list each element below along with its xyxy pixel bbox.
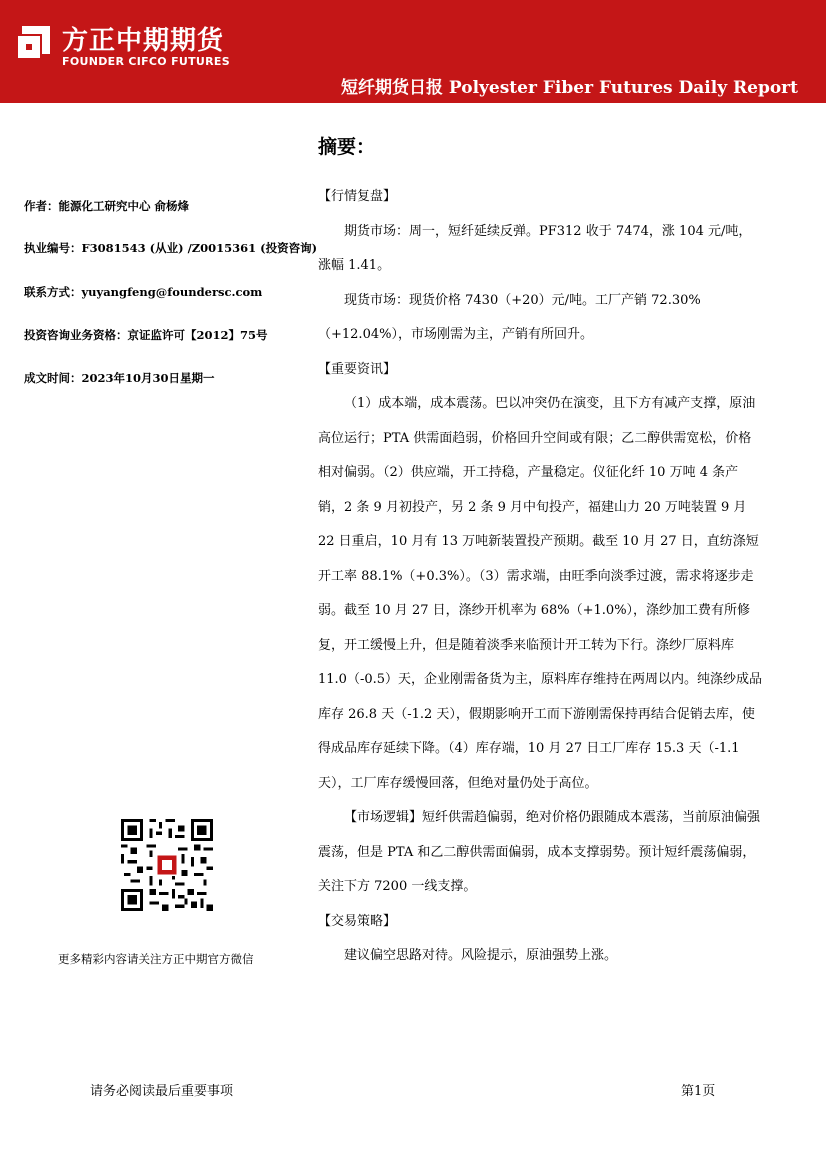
publish-date: 成文时间：2023年10月30日星期一: [24, 371, 215, 385]
market-logic-paragraph: [318, 801, 762, 905]
report-title: 短纤期货日报 Polyester Fiber Futures Daily Report: [340, 78, 798, 98]
qualification-info: 投资咨询业务资格：京证监许可【2012】75号: [24, 328, 268, 342]
strategy-heading: 【交易策略】: [318, 913, 397, 929]
news-heading: 【重要资讯】: [318, 361, 397, 377]
futures-market-text: 期货市场：周一，短纤延续反弹。PF312 收于 7474，涨 104 元/吨，涨幅 1.41。: [318, 223, 752, 273]
spot-market-text: 现货市场：现货价格 7430（+20）元/吨。工厂产销 72.30%（+12.04%），市场刚需为主，产销有所回升。: [318, 292, 701, 342]
logic-heading: 【市场逻辑】: [344, 810, 423, 825]
license-number: 执业编号：F3081543 (从业) /Z0015361 (投资咨询): [24, 241, 318, 255]
strategy-body-text: 建议偏空思路对待。风险提示，原油强势上涨。: [344, 948, 618, 963]
page-number: 第1页: [681, 1084, 716, 1099]
summary-title: 摘要：: [318, 136, 376, 158]
author-info: 作者：能源化工研究中心 俞杨烽: [24, 199, 190, 213]
qr-caption: 更多精彩内容请关注方正中期官方微信: [58, 952, 254, 966]
qr-code-icon: [121, 819, 213, 911]
footer-notice: 请务必阅读最后重要事项: [90, 1084, 234, 1099]
contact-email: 联系方式：yuyangfeng@foundersc.com: [24, 285, 263, 299]
market-review-heading: 【行情复盘】: [318, 189, 397, 204]
report-body: [318, 180, 762, 974]
report-header: [0, 0, 826, 103]
logo-chinese-name: 方正中期期货: [62, 26, 225, 56]
logo-english-name: FOUNDER CIFCO FUTURES: [62, 55, 230, 68]
logic-body-text: 短纤供需趋偏弱，绝对价格仍跟随成本震荡，当前原油偏强震荡，但是 PTA 和乙二醇供需面偏弱，成本支撑弱势。预计短纤震荡偏弱，关注下方 7200 一线支撑。: [318, 810, 761, 894]
founder-logo-icon: [14, 22, 54, 62]
news-body-text: （1）成本端，成本震荡。巴以冲突仍在演变，且下方有减产支撑，原油高位运行；PTA 供需面趋弱，价格回升空间或有限；乙二醇供需宽松，价格相对偏弱。（2）供应端，开工持稳，产量稳定。仪征化纤 10 万吨 4 条产销，2 条 9 月初投产，另 2 条 9 月中旬投产，福建山力 20 万吨装置 9 月 22 日重启，10 月有 13 万吨新装置投产预期。截至 10 月 27 日，直纺涤短开工率 88.1%（+0.3%）。（3）需求端，由旺季向淡季过渡，需求将逐步走弱。截至 10 月 27 日，涤纱开机率为 68%（+1.0%），涤纱加工费有所修复，开工缓慢上升，但是随着淡季来临预计开工转为下行。涤纱厂原料库 11.0（-0.5）天，企业刚需备货为主，原料库存维持在两周以内。纯涤纱成品库存 26.8 天（-1.2 天），假期影响开工而下游刚需保持再结合促销去库，使得成品库存延续下降。（4）库存端，10 月 27 日工厂库存 15.3 天（-1.1 天），工厂库存缓慢回落，但绝对量仍处于高位。: [318, 396, 763, 791]
